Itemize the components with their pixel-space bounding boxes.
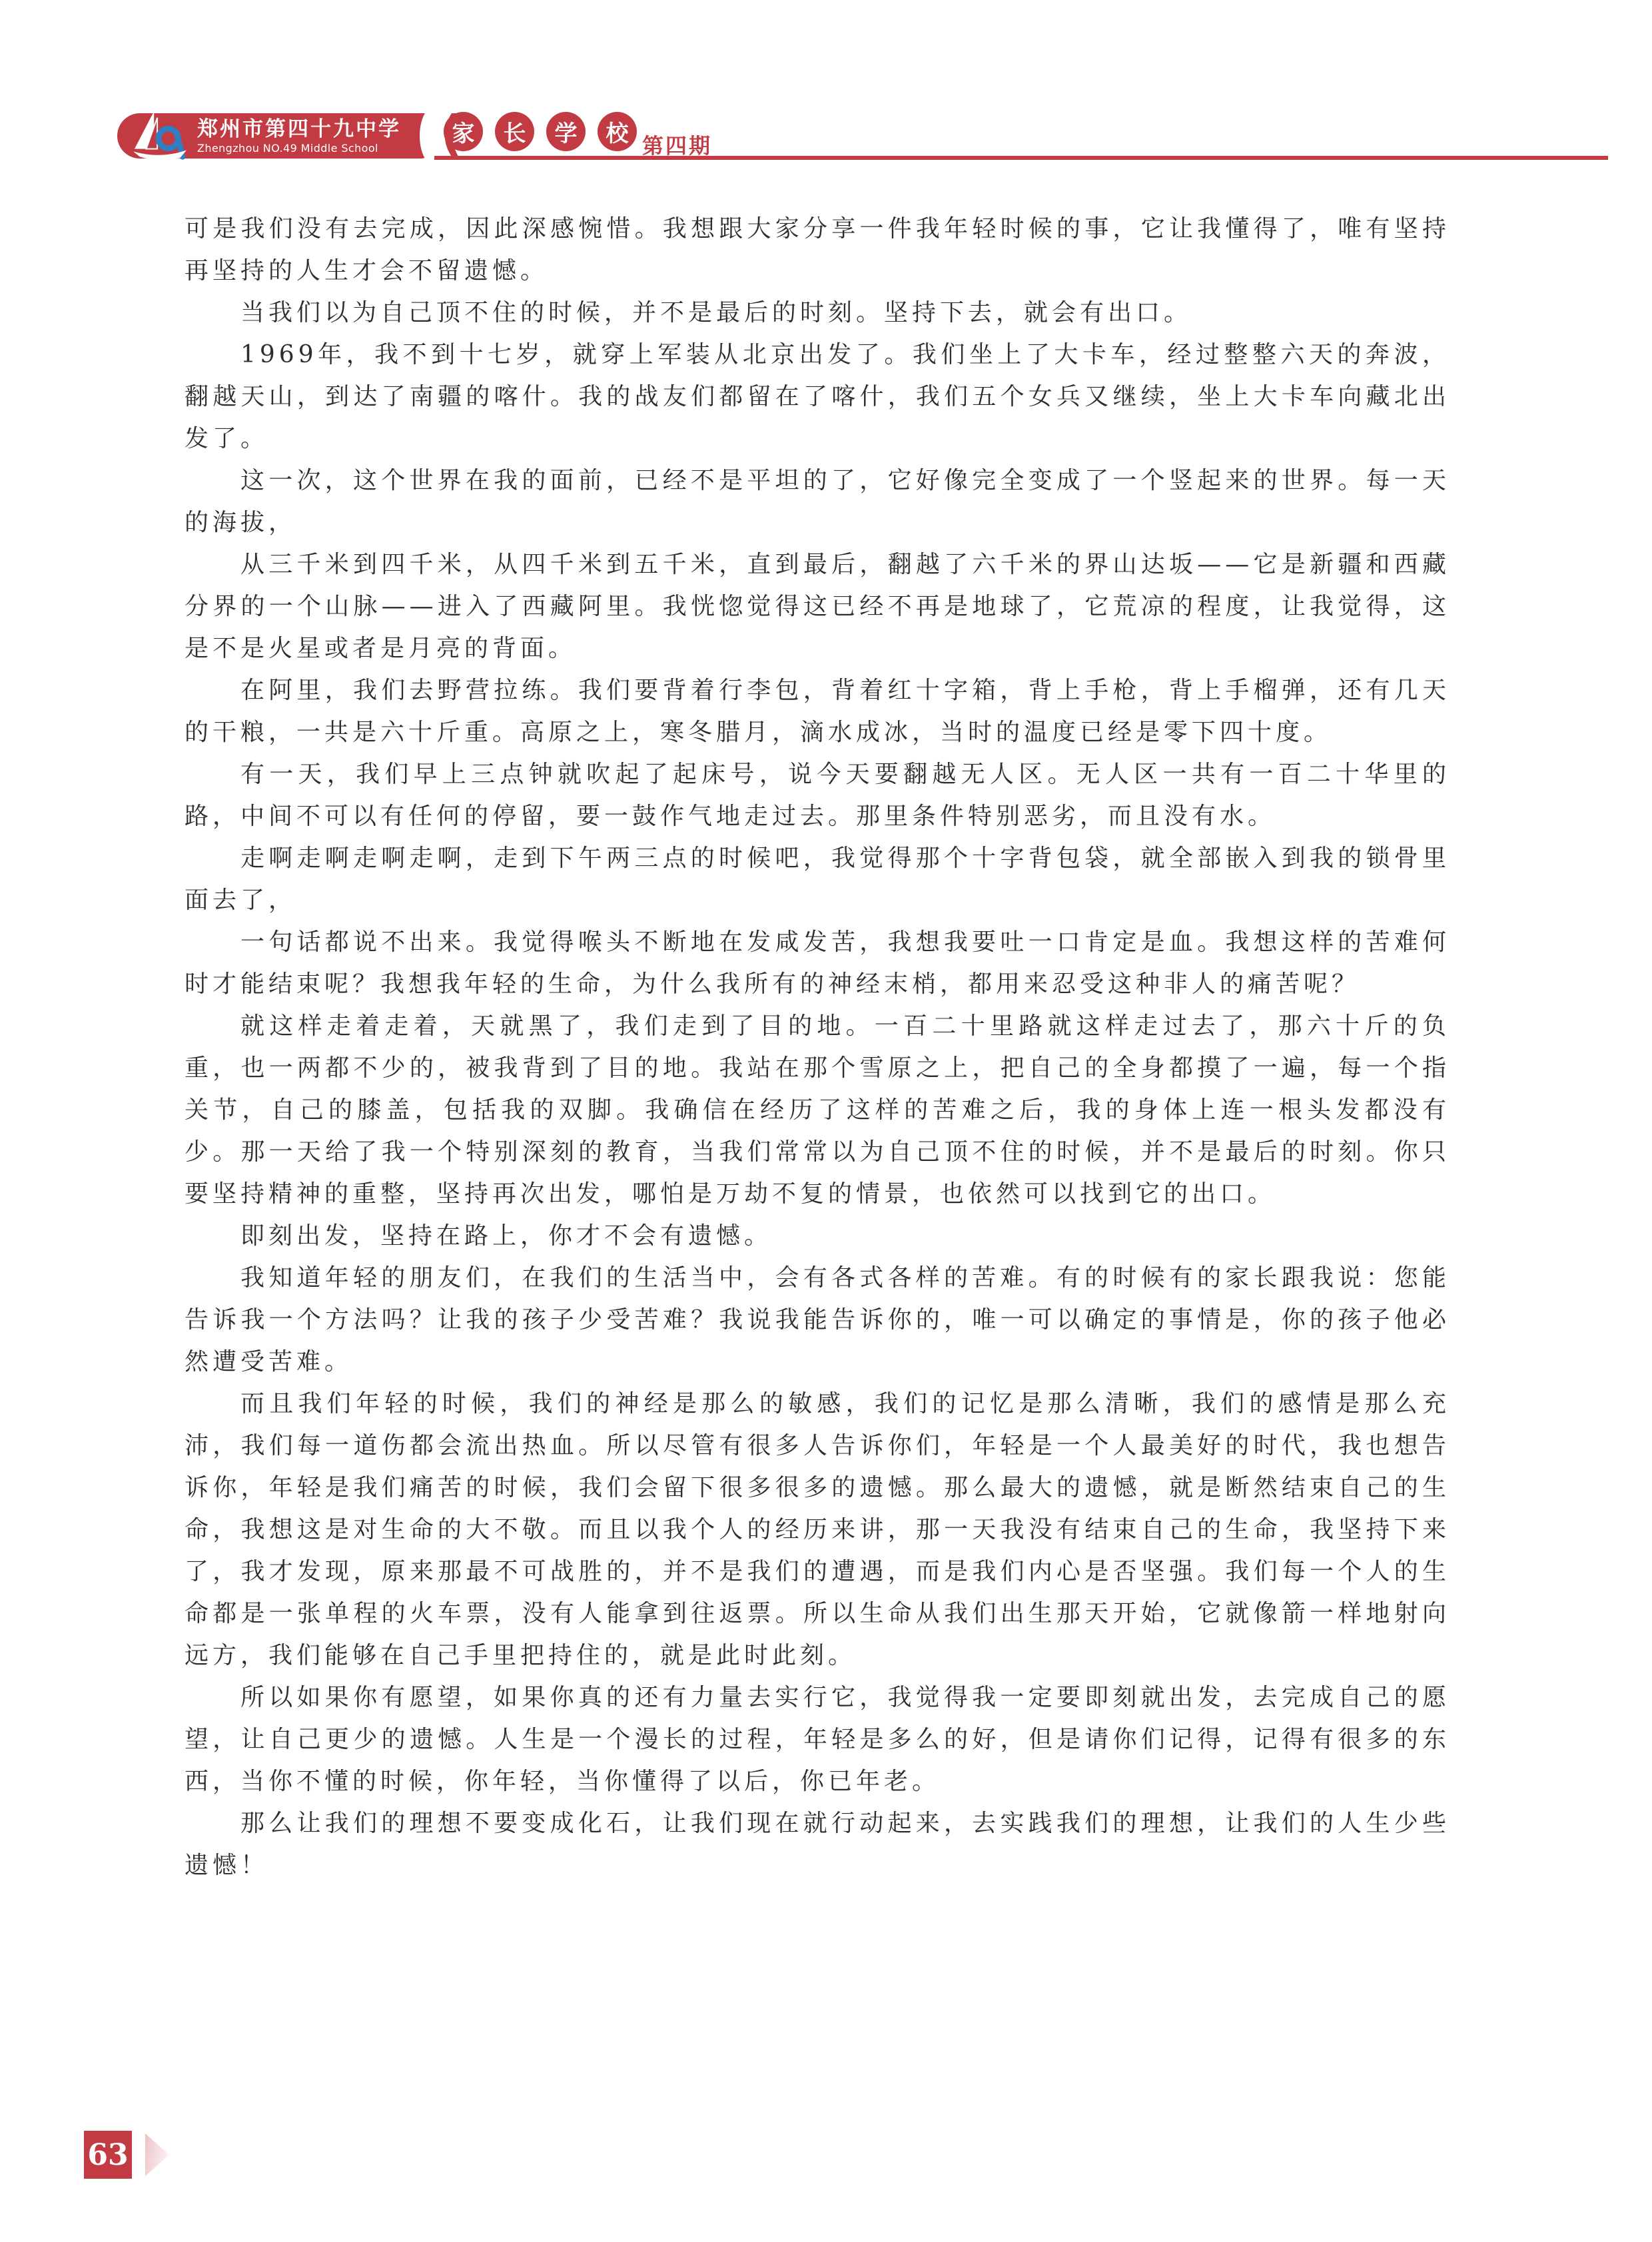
school-name-block [197,118,401,155]
school-name-en: Zhengzhou NO.49 Middle School [197,141,378,155]
article-paragraph: 从三千米到四千米，从四千米到五千米，直到最后，翻越了六千米的界山达坂——它是新疆和西藏分界的一个山脉——进入了西藏阿里。我恍惚觉得这已经不再是地球了，它荒凉的程度，让我觉得，这是不是火星或者是月亮的背面。 [185,551,1450,662]
article-paragraph: 有一天，我们早上三点钟就吹起了起床号，说今天要翻越无人区。无人区一共有一百二十华里的路，中间不可以有任何的停留，要一鼓作气地走过去。那里条件特别恶劣，而且没有水。 [185,761,1450,830]
article-body [185,208,1450,1886]
article-paragraph: 就这样走着走着，天就黑了，我们走到了目的地。一百二十里路就这样走过去了，那六十斤的负重，也一两都不少的，被我背到了目的地。我站在那个雪原之上，把自己的全身都摸了一遍，每一个指关节，自己的膝盖，包括我的双脚。我确信在经历了这样的苦难之后，我的身体上连一根头发都没有少。那一天给了我一个特别深刻的教育，当我们常常以为自己顶不住的时候，并不是最后的时刻。你只要坚持精神的重整，坚持再次出发，哪怕是万劫不复的情景，也依然可以找到它的出口。 [185,1012,1450,1208]
header-badge-circle: 长 [495,112,534,151]
article-paragraph: 一句话都说不出来。我觉得喉头不断地在发咸发苦，我想我要吐一口肯定是血。我想这样的苦难何时才能结束呢？我想我年轻的生命，为什么我所有的神经末梢，都用来忍受这种非人的痛苦呢？ [185,929,1450,998]
header-badges [444,112,637,151]
header-band [117,113,432,159]
article-paragraph: 我知道年轻的朋友们，在我们的生活当中，会有各式各样的苦难。有的时候有的家长跟我说：您能告诉我一个方法吗？让我的孩子少受苦难？我说我能告诉你的，唯一可以确定的事情是，你的孩子他必然遭受苦难。 [185,1264,1450,1375]
article-paragraph: 在阿里，我们去野营拉练。我们要背着行李包，背着红十字箱，背上手枪，背上手榴弹，还有几天的干粮，一共是六十斤重。高原之上，寒冬腊月，滴水成冰，当时的温度已经是零下四十度。 [185,677,1450,746]
article-paragraph: 1969年，我不到十七岁，就穿上军装从北京出发了。我们坐上了大卡车，经过整整六天的奔波，翻越天山，到达了南疆的喀什。我的战友们都留在了喀什，我们五个女兵又继续，坐上大卡车向藏北出发了。 [185,341,1450,452]
article-paragraph: 那么让我们的理想不要变成化石，让我们现在就行动起来，去实践我们的理想，让我们的人生少些遗憾！ [185,1810,1450,1879]
article-paragraph: 当我们以为自己顶不住的时候，并不是最后的时刻。坚持下去，就会有出口。 [240,299,1192,326]
article-paragraph: 即刻出发，坚持在路上，你才不会有遗憾。 [240,1222,773,1250]
issue-label: 第四期 [642,133,713,159]
article-paragraph: 可是我们没有去完成，因此深感惋惜。我想跟大家分享一件我年轻时候的事，它让我懂得了，唯有坚持再坚持的人生才会不留遗憾。 [185,215,1450,284]
article-paragraph: 走啊走啊走啊走啊，走到下午两三点的时候吧，我觉得那个十字背包袋，就全部嵌入到我的锁骨里面去了， [185,845,1450,914]
header-badge-circle: 家 [444,112,483,151]
article-paragraph: 所以如果你有愿望，如果你真的还有力量去实行它，我觉得我一定要即刻就出发，去完成自己的愿望，让自己更少的遗憾。人生是一个漫长的过程，年轻是多么的好，但是请你们记得，记得有很多的东西，当你不懂的时候，你年轻，当你懂得了以后，你已年老。 [185,1684,1450,1795]
school-name-cn: 郑州市第四十九中学 [197,117,401,141]
header-badge-circle: 校 [598,112,637,151]
page-number-badge: 63 [84,2131,132,2179]
header-rule [434,156,1608,160]
header-badge-circle: 学 [546,112,586,151]
article-paragraph: 这一次，这个世界在我的面前，已经不是平坦的了，它好像完全变成了一个竖起来的世界。每一天的海拔， [185,467,1450,536]
page-arrow-icon [145,2133,169,2176]
school-logo-icon [131,110,189,162]
article-paragraph: 而且我们年轻的时候，我们的神经是那么的敏感，我们的记忆是那么清晰，我们的感情是那么充沛，我们每一道伤都会流出热血。所以尽管有很多人告诉你们，年轻是一个人最美好的时代，我也想告诉你，年轻是我们痛苦的时候，我们会留下很多很多的遗憾。那么最大的遗憾，就是断然结束自己的生命，我想这是对生命的大不敬。而且以我个人的经历来讲，那一天我没有结束自己的生命，我坚持下来了，我才发现，原来那最不可战胜的，并不是我们的遭遇，而是我们内心是否坚强。我们每一个人的生命都是一张单程的火车票，没有人能拿到往返票。所以生命从我们出生那天开始，它就像箭一样地射向远方，我们能够在自己手里把持住的，就是此时此刻。 [185,1390,1450,1669]
